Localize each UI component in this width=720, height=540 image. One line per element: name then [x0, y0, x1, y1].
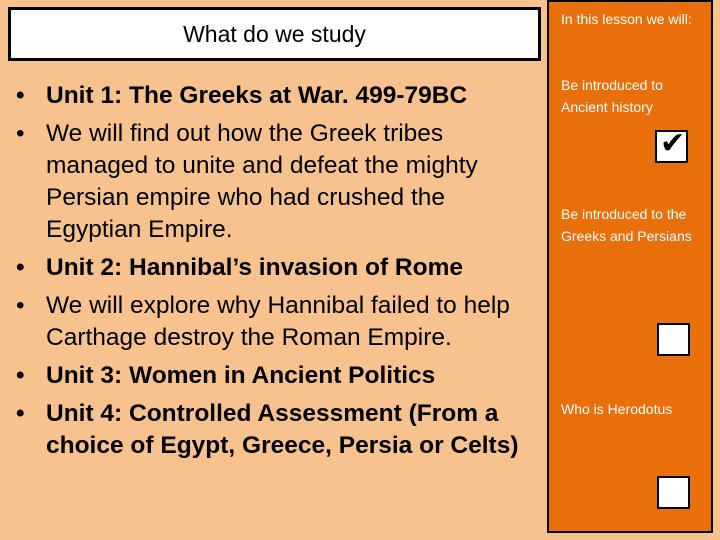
objective-1-checkbox[interactable]: [655, 126, 688, 163]
unit-bullet-list: [10, 80, 540, 468]
slide-title-text: What do we study: [183, 20, 366, 47]
lesson-objectives-sidebar: [547, 0, 713, 533]
objective-3-checkbox[interactable]: [657, 476, 690, 509]
objective-2-label: Be introduced to the Greeks and Persians: [561, 206, 692, 244]
sidebar-heading: In this lesson we will:: [561, 11, 692, 27]
objective-3-label: Who is Herodotus: [561, 401, 673, 417]
bullet-unit-1-description: • We will find out how the Greek tribes managed to unite and defeat the mighty Persian empire who had crushed the Egyptian Empire.: [10, 118, 540, 246]
bullet-unit-1: • Unit 1: The Greeks at War. 499-79BC: [10, 80, 540, 112]
checkmark-icon: ✔: [660, 126, 686, 161]
objective-2-checkbox[interactable]: [657, 323, 690, 356]
bullet-unit-3: • Unit 3: Women in Ancient Politics: [10, 360, 540, 392]
objective-1-label: Be introduced to Ancient history: [561, 77, 663, 115]
bullet-unit-2: • Unit 2: Hannibal’s invasion of Rome: [10, 252, 540, 284]
slide-title: [8, 7, 541, 61]
bullet-unit-4: • Unit 4: Controlled Assessment (From a choice of Egypt, Greece, Persia or Celts): [10, 398, 540, 462]
bullet-unit-2-description: • We will explore why Hannibal failed to help Carthage destroy the Roman Empire.: [10, 290, 540, 354]
